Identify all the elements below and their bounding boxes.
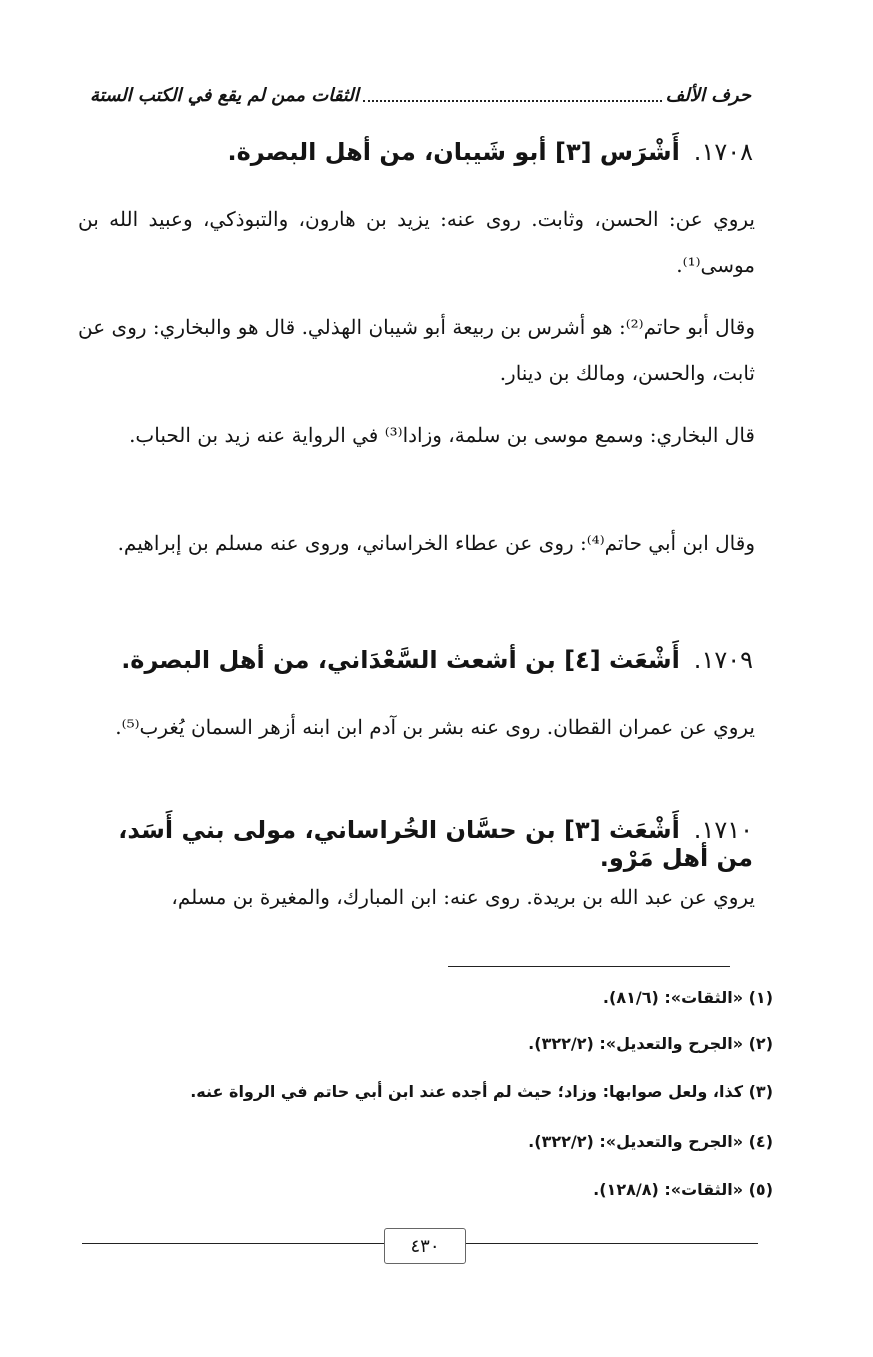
- paragraph: يروي عن عبد الله بن بريدة. روى عنه: ابن المبارك، والمغيرة بن مسلم،: [171, 885, 755, 909]
- entry-heading: [80, 646, 753, 674]
- page-number: ٤٣٠: [384, 1228, 466, 1264]
- entry-title: أَشْعَث [٤] بن أشعث السَّعْدَاني، من أهل البصرة.: [121, 646, 680, 674]
- entry-heading: [80, 816, 753, 872]
- footnote: (١) «الثقات»: (٨١/٦).: [602, 988, 773, 1007]
- header-section: حرف الألف: [665, 84, 751, 106]
- header-dot-leader: [363, 88, 662, 102]
- paragraph: وقال أبو حاتم⁽²⁾: هو أشرس بن ربيعة أبو شيبان الهذلي. قال هو والبخاري: روى عن ثابت، والحسن، ومالك بن دينار.: [78, 315, 755, 385]
- footnote: (٤) «الجرح والتعديل»: (٣٢٢/٢).: [528, 1132, 773, 1151]
- paragraph: يروي عن عمران القطان. روى عنه بشر بن آدم ابن ابنه أزهر السمان يُغرب⁽⁵⁾.: [115, 715, 755, 739]
- running-header: [90, 78, 751, 112]
- entry-heading: [80, 138, 753, 166]
- entry-title: أَشْعَث [٣] بن حسَّان الخُراساني، مولى بني أَسَد، من أهل مَرْو.: [118, 816, 753, 872]
- footnote: (٣) كذا، ولعل صوابها: وزاد؛ حيث لم أجده عند ابن أبي حاتم في الرواة عنه.: [190, 1082, 773, 1101]
- entry-number: ١٧١٠.: [693, 816, 753, 844]
- footnote: (٢) «الجرح والتعديل»: (٣٢٢/٢).: [528, 1034, 773, 1053]
- paragraph: وقال ابن أبي حاتم⁽⁴⁾: روى عن عطاء الخراساني، وروى عنه مسلم بن إبراهيم.: [117, 531, 755, 555]
- entry-title: أَشْرَس [٣] أبو شَيبان، من أهل البصرة.: [227, 138, 680, 166]
- header-book-title: الثقات ممن لم يقع في الكتب الستة: [90, 84, 359, 106]
- footnote: (٥) «الثقات»: (١٢٨/٨).: [593, 1180, 773, 1199]
- footnote-separator: [448, 966, 730, 967]
- entry-number: ١٧٠٩.: [693, 646, 753, 674]
- paragraph: قال البخاري: وسمع موسى بن سلمة، وزادا⁽³⁾ في الرواية عنه زيد بن الحباب.: [129, 423, 755, 447]
- entry-number: ١٧٠٨.: [693, 138, 753, 166]
- paragraph: يروي عن: الحسن، وثابت. روى عنه: يزيد بن هارون، والتبوذكي، وعبيد الله بن موسى⁽¹⁾.: [78, 207, 755, 277]
